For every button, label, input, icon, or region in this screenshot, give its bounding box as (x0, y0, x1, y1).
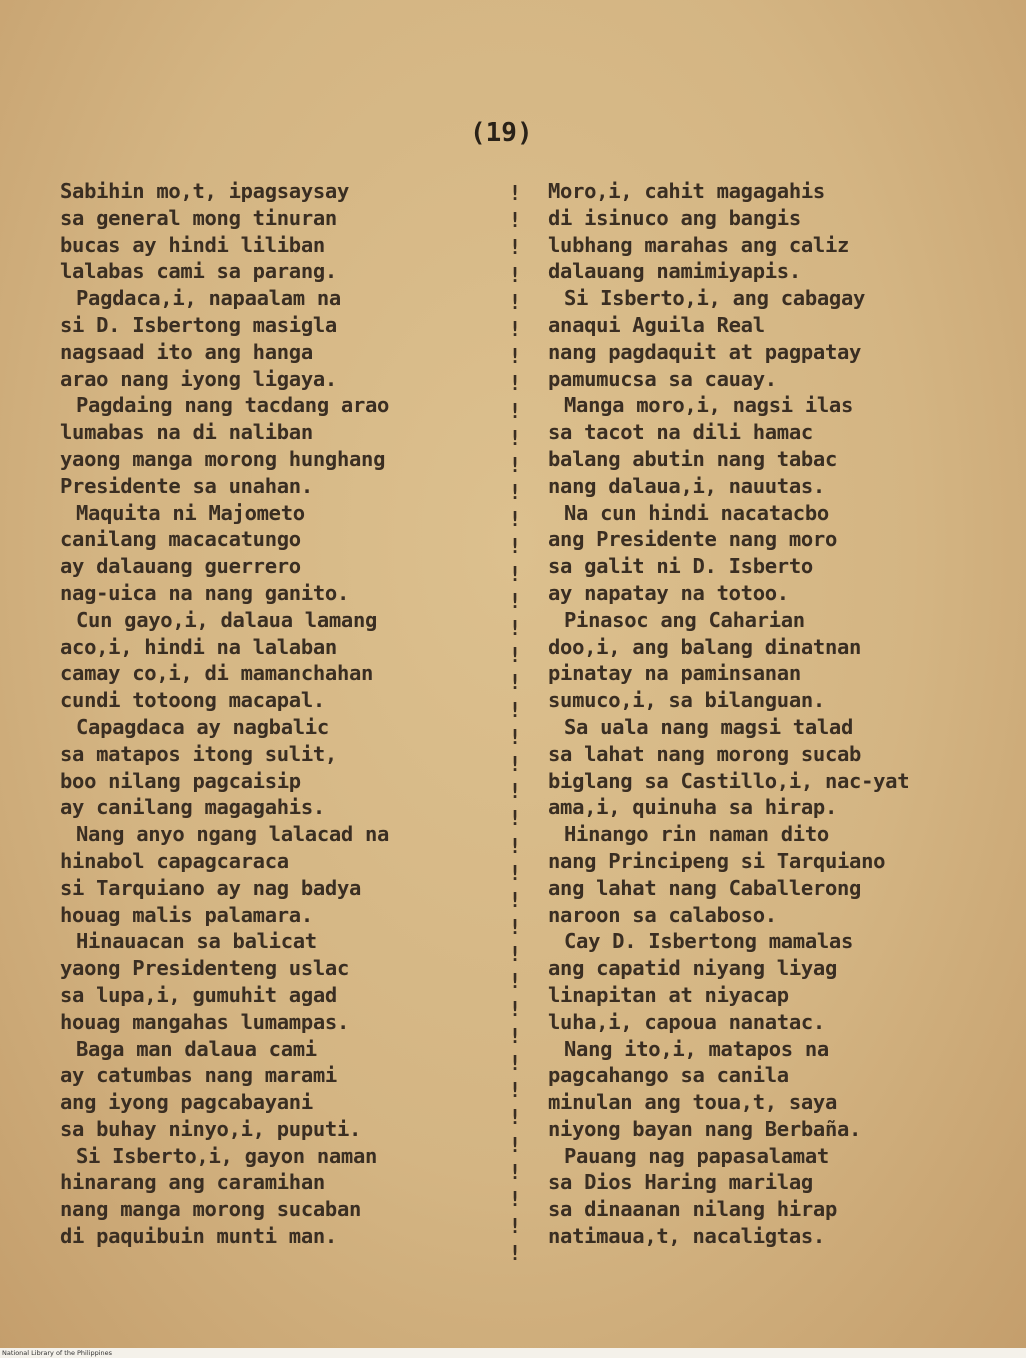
divider-mark: ! (509, 588, 522, 613)
verse-line: sumuco,i, sa bilanguan. (548, 688, 825, 713)
verse-line: Pauang nag papasalamat (564, 1143, 829, 1168)
verse-line: ang capatid niyang liyag (548, 956, 838, 981)
verse-line: houag malis palamara. (60, 902, 313, 927)
verse-line: Cun gayo,i, dalaua lamang (76, 607, 378, 632)
divider-mark: ! (509, 480, 522, 505)
divider-mark: ! (509, 643, 522, 668)
verse-line: minulan ang toua,t, saya (548, 1090, 838, 1115)
verse-line: sa lupa,i, gumuhit agad (60, 982, 337, 1007)
divider-mark: ! (509, 942, 522, 967)
divider-mark: ! (509, 1159, 522, 1184)
verse-line: aco,i, hindi na lalaban (60, 634, 337, 659)
verse-line: nang dalaua,i, nauutas. (548, 473, 825, 498)
page-number: (19) (470, 118, 533, 148)
verse-line: yaong Presidenteng uslac (60, 956, 350, 981)
divider-mark: ! (509, 1051, 522, 1075)
verse-line: nagsaad ito ang hanga (60, 339, 313, 364)
divider-mark: ! (509, 1078, 522, 1103)
divider-mark: ! (509, 1186, 522, 1211)
divider-mark: ! (509, 724, 522, 749)
verse-line: nag-uica na nang ganito. (60, 580, 350, 605)
verse-line: biglang sa Castillo,i, nac-yat (548, 768, 910, 793)
divider-mark: ! (509, 452, 522, 477)
verse-line: natimaua,t, nacaligtas. (548, 1224, 825, 1249)
divider-mark: ! (509, 289, 522, 314)
divider-mark: ! (509, 1132, 522, 1157)
divider-mark: ! (509, 915, 522, 940)
verse-line: sa buhay ninyo,i, puputi. (60, 1116, 362, 1141)
divider-mark: ! (509, 860, 522, 885)
verse-line: Hinango rin naman dito (564, 822, 829, 847)
divider-mark: ! (509, 1105, 522, 1130)
verse-line: Sa uala nang magsi talad (564, 714, 854, 739)
footer-strip (0, 1348, 1026, 1358)
divider-mark: ! (509, 181, 522, 205)
divider-mark: ! (509, 887, 522, 912)
divider-mark: ! (509, 751, 522, 776)
divider-mark: ! (509, 1241, 522, 1266)
verse-line: lubhang marahas ang caliz (548, 232, 850, 257)
divider-mark: ! (509, 534, 522, 559)
verse-line: ay canilang magagahis. (60, 795, 325, 820)
verse-line: pinatay na paminsanan (548, 661, 801, 686)
verse-line: doo,i, ang balang dinatnan (548, 634, 862, 659)
verse-line: nang manga morong sucaban (60, 1197, 362, 1222)
verse-line: cundi totoong macapal. (60, 688, 325, 713)
divider-mark: ! (509, 316, 522, 341)
verse-line: sa matapos itong sulit, (60, 741, 337, 766)
divider-mark: ! (509, 1023, 522, 1048)
divider-mark: ! (509, 969, 522, 994)
divider-mark: ! (509, 398, 522, 423)
left-verse-column (60, 178, 389, 1250)
verse-line: Capagdaca ay nagbalic (76, 714, 329, 739)
verse-line: nang Principeng si Tarquiano (548, 848, 886, 873)
verse-line: anaqui Aguila Real (548, 312, 765, 337)
verse-line: sa dinaanan nilang hirap (548, 1197, 838, 1222)
verse-line: nang pagdaquit at pagpatay (548, 339, 862, 364)
divider-mark: ! (509, 561, 522, 586)
verse-line: di isinuco ang bangis (548, 205, 801, 230)
verse-line: balang abutin nang tabac (548, 446, 838, 471)
column-divider (509, 180, 521, 1268)
divider-mark: ! (509, 806, 522, 831)
verse-line: Hinauacan sa balicat (76, 929, 317, 954)
divider-mark: ! (509, 371, 522, 396)
verse-line: ang lahat nang Caballerong (548, 875, 862, 900)
divider-mark: ! (509, 996, 522, 1021)
verse-line: di paquibuin munti man. (60, 1224, 337, 1249)
verse-line: luha,i, capoua nanatac. (548, 1009, 825, 1034)
verse-line: Sabihin mo,t, ipagsaysay (60, 179, 350, 203)
verse-line: niyong bayan nang Berbaña. (548, 1116, 862, 1141)
verse-line: si D. Isbertong masigla (60, 312, 337, 337)
verse-line: hinabol capagcaraca (60, 848, 289, 873)
footer-credit: National Library of the Philippines (2, 1349, 113, 1357)
verse-line: ang iyong pagcabayani (60, 1090, 313, 1115)
divider-mark: ! (509, 670, 522, 695)
verse-line: Pinasoc ang Caharian (564, 607, 805, 632)
verse-line: dalauang namimiyapis. (548, 259, 801, 284)
divider-mark: ! (509, 833, 522, 858)
verse-line: hinarang ang caramihan (60, 1170, 325, 1195)
verse-line: Presidente sa unahan. (60, 473, 313, 498)
divider-mark: ! (509, 235, 522, 260)
divider-mark: ! (509, 616, 522, 640)
verse-line: ay napatay na totoo. (548, 580, 789, 605)
divider-mark: ! (509, 344, 522, 369)
verse-line: Na cun hindi nacatacbo (564, 500, 829, 525)
verse-line: camay co,i, di mamanchahan (60, 661, 374, 686)
verse-line: boo nilang pagcaisip (60, 768, 301, 793)
verse-line: Pagdaca,i, napaalam na (76, 286, 341, 311)
verse-line: yaong manga morong hunghang (60, 446, 386, 471)
verse-line: Baga man dalaua cami (76, 1036, 317, 1061)
verse-line: sa galit ni D. Isberto (548, 554, 813, 579)
divider-mark: ! (509, 425, 522, 450)
verse-line: Si Isberto,i, ang cabagay (564, 286, 866, 311)
verse-line: Si Isberto,i, gayon naman (76, 1143, 378, 1168)
right-verse-column (548, 178, 909, 1250)
divider-mark: ! (509, 697, 522, 722)
divider-mark: ! (509, 208, 522, 233)
verse-line: pamumucsa sa cauay. (548, 366, 777, 391)
verse-line: ama,i, quinuha sa hirap. (548, 795, 838, 820)
verse-line: Nang anyo ngang lalacad na (76, 822, 390, 847)
verse-line: houag mangahas lumampas. (60, 1009, 350, 1034)
verse-line: si Tarquiano ay nag badya (60, 875, 362, 900)
verse-line: Cay D. Isbertong mamalas (564, 929, 854, 954)
verse-line: linapitan at niyacap (548, 982, 789, 1007)
verse-line: pagcahango sa canila (548, 1063, 789, 1088)
verse-line: lumabas na di naliban (60, 420, 313, 445)
verse-line: canilang macacatungo (60, 527, 301, 552)
verse-line: sa Dios Haring marilag (548, 1170, 813, 1195)
verse-line: sa tacot na dili hamac (548, 420, 813, 445)
divider-mark: ! (509, 779, 522, 804)
verse-line: bucas ay hindi liliban (60, 232, 325, 257)
divider-mark: ! (509, 507, 522, 532)
verse-line: ay catumbas nang marami (60, 1063, 337, 1088)
verse-line: Moro,i, cahit magagahis (548, 179, 825, 203)
verse-line: arao nang iyong ligaya. (60, 366, 337, 391)
verse-line: naroon sa calaboso. (548, 902, 777, 927)
verse-line: ang Presidente nang moro (548, 527, 838, 552)
verse-line: Manga moro,i, nagsi ilas (564, 393, 854, 418)
divider-mark: ! (509, 262, 522, 287)
verse-line: lalabas cami sa parang. (60, 259, 337, 284)
verse-line: Maquita ni Majometo (76, 500, 305, 525)
divider-mark: ! (509, 1214, 522, 1239)
verse-line: Pagdaing nang tacdang arao (76, 393, 390, 418)
verse-line: ay dalauang guerrero (60, 554, 301, 579)
verse-line: Nang ito,i, matapos na (564, 1036, 829, 1061)
verse-line: sa lahat nang morong sucab (548, 741, 862, 766)
verse-line: sa general mong tinuran (60, 205, 337, 230)
